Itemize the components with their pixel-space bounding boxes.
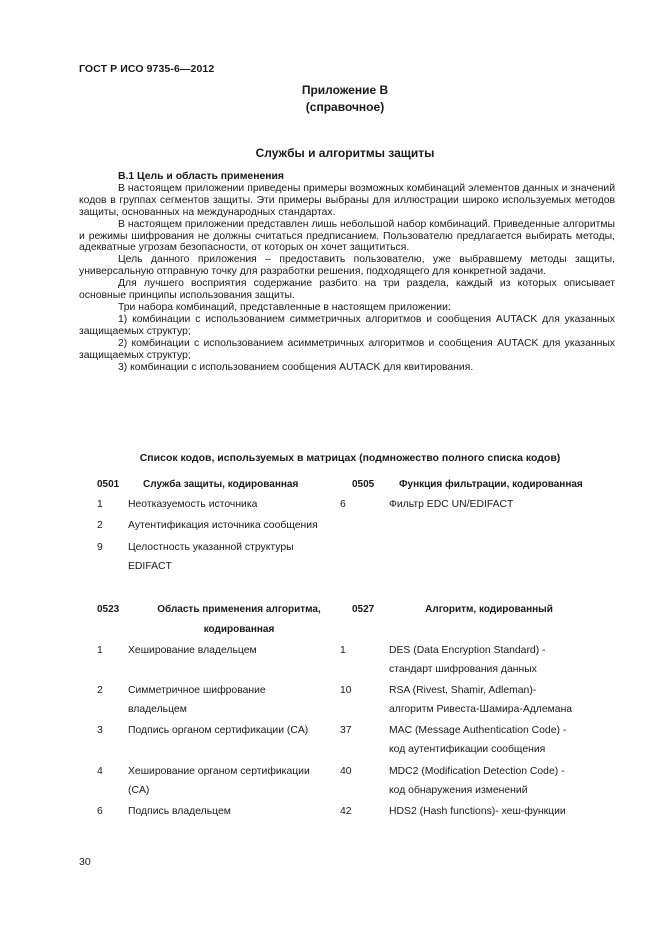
description-cell: алгоритм Ривеста-Шамира-Адлемана xyxy=(389,704,573,715)
column-header xyxy=(141,600,337,640)
description-cell: (CA) xyxy=(128,785,150,796)
code-cell: 1 xyxy=(97,499,103,510)
description-cell: DES (Data Encryption Standard) - xyxy=(389,645,546,656)
code-cell: 9 xyxy=(97,542,103,553)
appendix-subtitle: (справочное) xyxy=(305,100,385,114)
description-cell: код обнаружения изменений xyxy=(389,785,528,796)
code-cell: 3 xyxy=(97,725,103,736)
column-header: Функция фильтрации, кодированная xyxy=(399,479,583,490)
column-header: 0527 xyxy=(352,604,375,615)
code-cell: 6 xyxy=(340,499,346,510)
code-cell: 42 xyxy=(340,806,352,817)
code-cell: 2 xyxy=(97,685,103,696)
description-cell: Хеширование органом сертификации xyxy=(128,766,310,777)
description-cell: EDIFACT xyxy=(128,561,172,572)
description-cell: RSA (Rivest, Shamir, Adleman)- xyxy=(389,685,537,696)
code-cell: 10 xyxy=(340,685,352,696)
column-header: 0501 xyxy=(97,479,120,490)
description-cell: Фильтр EDC UN/EDIFACT xyxy=(389,499,514,510)
description-cell: MDC2 (Modification Detection Code) - xyxy=(389,766,565,777)
section-title: Службы и алгоритмы защиты xyxy=(255,146,435,160)
code-cell: 40 xyxy=(340,766,352,777)
standard-code: ГОСТ Р ИСО 9735-6—2012 xyxy=(79,63,215,75)
codes-list-title: Список кодов, используемых в матрицах (подмножество полного списка кодов) xyxy=(139,452,561,464)
column-header: 0523 xyxy=(97,604,120,615)
description-cell: Целостность указанной структуры xyxy=(128,542,294,553)
list-item: 1) комбинации с использованием симметричных алгоритмов и сообщения AUTACK для указанных защищаемых структур; xyxy=(79,313,615,337)
column-header: Служба защиты, кодированная xyxy=(143,479,299,490)
paragraph: В настоящем приложении представлен лишь небольшой набор комбинаций. Приведенные алгоритмы и режимы шифрования не должны считаться предписанием. Пользователю предлагается выбирать методы, адекватные угрозам безопасности, от которых он хочет защититься. xyxy=(79,218,615,254)
appendix-heading xyxy=(270,82,420,116)
description-cell: Хеширование владельцем xyxy=(128,645,257,656)
column-header: Алгоритм, кодированный xyxy=(425,604,553,615)
description-cell: HDS2 (Hash functions)- хеш-функции xyxy=(389,806,566,817)
description-cell: Подпись органом сертификации (CA) xyxy=(128,725,309,736)
list-item: 3) комбинации с использованием сообщения AUTACK для квитирования. xyxy=(118,361,474,373)
column-header-line: кодированная xyxy=(203,624,275,635)
page-number: 30 xyxy=(79,856,91,868)
section-b1 xyxy=(79,171,615,373)
description-cell: стандарт шифрования данных xyxy=(389,664,537,675)
code-cell: 1 xyxy=(340,645,346,656)
description-cell: Аутентификация источника сообщения xyxy=(128,520,318,531)
column-header-line: Область применения алгоритма, xyxy=(157,604,321,615)
code-cell: 1 xyxy=(97,645,103,656)
code-cell: 6 xyxy=(97,806,103,817)
paragraph: Цель данного приложения – предоставить пользователю, уже выбравшему методы защиты, универсальную отправную точку для разработки решения, подходящего для конкретной задачи. xyxy=(79,254,615,278)
column-header: 0505 xyxy=(352,479,375,490)
paragraph: Для лучшего восприятия содержание разбито на три раздела, каждый из которых описывает основные принципы использования защиты. xyxy=(79,278,615,302)
description-cell: владельцем xyxy=(128,704,187,715)
paragraph: Три набора комбинаций, представленные в настоящем приложении: xyxy=(118,301,451,313)
description-cell: Подпись владельцем xyxy=(128,806,231,817)
code-cell: 37 xyxy=(340,725,352,736)
appendix-title: Приложение В xyxy=(301,83,389,97)
description-cell: MAC (Message Authentication Code) - xyxy=(389,725,567,736)
paragraph: В настоящем приложении приведены примеры возможных комбинаций элементов данных и значений кодов в группах сегментов защиты. Эти примеры выбраны для иллюстрации широко используемых методов защиты, основанных на международных стандартах. xyxy=(79,182,615,218)
description-cell: Неотказуемость источника xyxy=(128,499,258,510)
code-cell: 2 xyxy=(97,520,103,531)
description-cell: Симметричное шифрование xyxy=(128,685,266,696)
list-item: 2) комбинации с использованием асимметричных алгоритмов и сообщения AUTACK для указанных защищаемых структур; xyxy=(79,337,615,361)
code-cell: 4 xyxy=(97,766,103,777)
section-b1-heading: В.1 Цель и область применения xyxy=(118,171,284,182)
description-cell: код аутентификации сообщения xyxy=(389,744,546,755)
